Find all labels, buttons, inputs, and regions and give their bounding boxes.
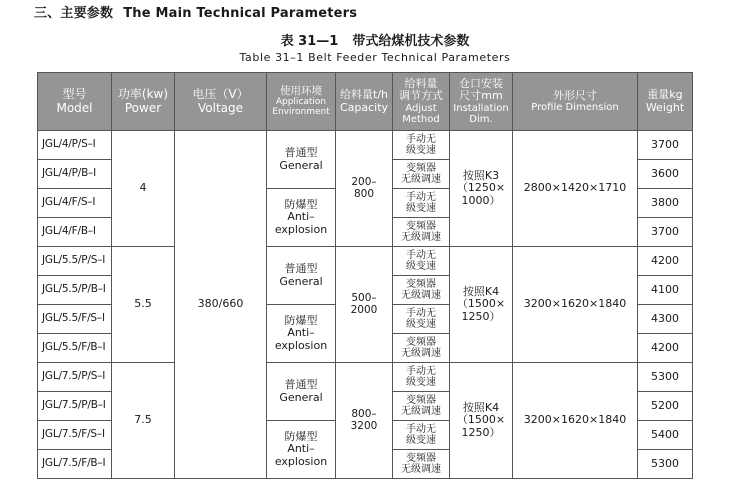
model-cell: JGL/5.5/F/S–I: [38, 305, 112, 334]
installation-line1: 按照K3: [462, 169, 500, 183]
header-adjust-zh1: 给料量: [404, 77, 438, 90]
adjust-line2: 级变速: [406, 261, 436, 272]
environment-en2: explosion: [274, 222, 328, 236]
header-adjust-en2: Method: [402, 113, 440, 125]
header-profile: [513, 73, 638, 131]
installation-line3: 1250）: [461, 425, 501, 439]
header-voltage: [175, 73, 267, 131]
installation-line3: 1000）: [461, 193, 501, 207]
capacity-line2: 3200: [350, 419, 378, 432]
adjust-line2: 无级调速: [401, 406, 441, 417]
weight-cell: 3600: [638, 160, 693, 189]
adjust-cell: [393, 334, 450, 363]
environment-zh: 普通型: [284, 378, 318, 392]
model-cell: JGL/4/P/S–I: [38, 131, 112, 160]
installation-cell: [450, 363, 513, 479]
model-cell: JGL/5.5/F/B–I: [38, 334, 112, 363]
header-installation-zh1: 仓口安装: [459, 77, 503, 90]
header-installation-zh2: 尺寸mm: [459, 89, 503, 103]
header-environment-en1: Application: [275, 97, 327, 108]
table-title: [0, 30, 750, 49]
table-row: [38, 363, 693, 392]
adjust-line2: 级变速: [406, 435, 436, 446]
weight-cell: 4100: [638, 276, 693, 305]
model-cell: JGL/4/F/S–I: [38, 189, 112, 218]
capacity-line2: 2000: [350, 303, 378, 316]
adjust-line1: 变频器: [406, 453, 436, 464]
installation-cell: [450, 247, 513, 363]
section-title-en: The Main Technical Parameters: [123, 6, 358, 21]
power-cell: 4: [112, 131, 175, 247]
weight-cell: 3700: [638, 131, 693, 160]
adjust-line2: 级变速: [406, 203, 436, 214]
capacity-line1: 800–: [351, 407, 377, 420]
adjust-cell: [393, 131, 450, 160]
header-capacity-en: Capacity: [339, 100, 389, 114]
adjust-line2: 级变速: [406, 145, 436, 156]
header-power-en: Power: [124, 100, 162, 115]
header-adjust: [393, 73, 450, 131]
adjust-line2: 级变速: [406, 377, 436, 388]
installation-cell: [450, 131, 513, 247]
header-adjust-zh2: 调节方式: [399, 89, 443, 103]
header-model: [38, 73, 112, 131]
adjust-line2: 级变速: [406, 319, 436, 330]
weight-cell: 4300: [638, 305, 693, 334]
section-number: 三、: [34, 6, 61, 21]
table-number: 表 31—1: [280, 34, 339, 49]
weight-cell: 5300: [638, 450, 693, 479]
adjust-line2: 无级调速: [401, 348, 441, 359]
environment-zh: 普通型: [284, 262, 318, 276]
environment-en2: explosion: [274, 454, 328, 468]
table-row: [38, 247, 693, 276]
section-title-zh: 主要参数: [60, 6, 114, 21]
model-cell: JGL/4/F/B–I: [38, 218, 112, 247]
environment-zh: 防爆型: [284, 314, 318, 328]
header-weight-zh: 重量kg: [647, 88, 683, 102]
header-installation-en2: Dim.: [469, 113, 493, 125]
profile-cell: 3200×1620×1840: [513, 363, 638, 479]
header-weight-en: Weight: [645, 100, 685, 114]
capacity-line1: 200–: [351, 175, 377, 188]
environment-en2: explosion: [274, 338, 328, 352]
environment-en: General: [279, 390, 323, 404]
environment-cell: [267, 363, 336, 421]
installation-line2: （1500×: [456, 297, 506, 311]
voltage-cell: 380/660: [175, 131, 267, 479]
section-heading: [34, 2, 357, 21]
capacity-cell: [336, 363, 393, 479]
model-cell: JGL/7.5/P/B–I: [38, 392, 112, 421]
model-cell: JGL/5.5/P/S–I: [38, 247, 112, 276]
adjust-cell: [393, 276, 450, 305]
header-adjust-en1: Adjust: [405, 102, 437, 114]
adjust-line1: 手动无: [406, 366, 436, 377]
header-installation: [450, 73, 513, 131]
adjust-line1: 手动无: [406, 192, 436, 203]
installation-line2: （1500×: [456, 413, 506, 427]
environment-cell: [267, 131, 336, 189]
adjust-cell: [393, 392, 450, 421]
environment-zh: 普通型: [284, 146, 318, 160]
header-voltage-en: Voltage: [197, 100, 243, 115]
adjust-line1: 变频器: [406, 279, 436, 290]
technical-parameters-table: [37, 72, 693, 479]
model-cell: JGL/5.5/P/B–I: [38, 276, 112, 305]
environment-zh: 防爆型: [284, 198, 318, 212]
environment-zh: 防爆型: [284, 430, 318, 444]
adjust-cell: [393, 247, 450, 276]
adjust-line1: 手动无: [406, 134, 436, 145]
capacity-line1: 500–: [351, 291, 377, 304]
header-power: [112, 73, 175, 131]
installation-line3: 1250）: [461, 309, 501, 323]
adjust-line1: 变频器: [406, 395, 436, 406]
header-weight: [638, 73, 693, 131]
weight-cell: 5200: [638, 392, 693, 421]
capacity-line2: 800: [353, 187, 375, 200]
power-cell: 7.5: [112, 363, 175, 479]
adjust-line1: 手动无: [406, 424, 436, 435]
capacity-cell: [336, 131, 393, 247]
weight-cell: 3700: [638, 218, 693, 247]
environment-en: General: [279, 158, 323, 172]
weight-cell: 5400: [638, 421, 693, 450]
adjust-cell: [393, 421, 450, 450]
adjust-cell: [393, 160, 450, 189]
weight-cell: 4200: [638, 334, 693, 363]
adjust-line1: 变频器: [406, 163, 436, 174]
model-cell: JGL/4/P/B–I: [38, 160, 112, 189]
header-profile-en: Profile Dimension: [531, 102, 619, 114]
model-cell: JGL/7.5/F/S–I: [38, 421, 112, 450]
header-capacity-zh: 给料量t/h: [340, 88, 388, 102]
header-row: [38, 73, 693, 131]
environment-en: General: [279, 274, 323, 288]
adjust-line1: 手动无: [406, 308, 436, 319]
header-installation-en1: Installation: [453, 102, 509, 114]
weight-cell: 5300: [638, 363, 693, 392]
adjust-line2: 无级调速: [401, 290, 441, 301]
header-profile-zh: 外形尺寸: [553, 88, 597, 102]
adjust-line2: 无级调速: [401, 174, 441, 185]
environment-en1: Anti–: [287, 210, 315, 224]
power-cell: 5.5: [112, 247, 175, 363]
header-power-zh: 功率(kw): [117, 87, 169, 102]
weight-cell: 4200: [638, 247, 693, 276]
adjust-cell: [393, 363, 450, 392]
adjust-line2: 无级调速: [401, 464, 441, 475]
header-model-en: Model: [56, 100, 93, 115]
environment-cell: [267, 305, 336, 363]
table-row: [38, 131, 693, 160]
adjust-line2: 无级调速: [401, 232, 441, 243]
header-model-zh: 型号: [62, 87, 87, 102]
header-capacity: [336, 73, 393, 131]
adjust-cell: [393, 450, 450, 479]
environment-en1: Anti–: [287, 326, 315, 340]
adjust-cell: [393, 305, 450, 334]
header-voltage-zh: 电压（V）: [192, 87, 249, 102]
adjust-line1: 手动无: [406, 250, 436, 261]
environment-en1: Anti–: [287, 442, 315, 456]
header-environment: [267, 73, 336, 131]
profile-cell: 3200×1620×1840: [513, 247, 638, 363]
weight-cell: 3800: [638, 189, 693, 218]
header-environment-en2: Environment: [272, 107, 330, 118]
environment-cell: [267, 247, 336, 305]
profile-cell: 2800×1420×1710: [513, 131, 638, 247]
adjust-line1: 变频器: [406, 337, 436, 348]
table-title-zh: 带式给煤机技术参数: [352, 34, 470, 49]
adjust-cell: [393, 189, 450, 218]
model-cell: JGL/7.5/F/B–I: [38, 450, 112, 479]
environment-cell: [267, 421, 336, 479]
model-cell: JGL/7.5/P/S–I: [38, 363, 112, 392]
installation-line1: 按照K4: [462, 401, 500, 415]
adjust-line1: 变频器: [406, 221, 436, 232]
header-environment-zh: 使用环境: [280, 84, 322, 97]
capacity-cell: [336, 247, 393, 363]
environment-cell: [267, 189, 336, 247]
installation-line2: （1250×: [456, 181, 506, 195]
installation-line1: 按照K4: [462, 285, 500, 299]
table-title-en: Table 31–1 Belt Feeder Technical Parameters: [239, 51, 511, 64]
adjust-cell: [393, 218, 450, 247]
